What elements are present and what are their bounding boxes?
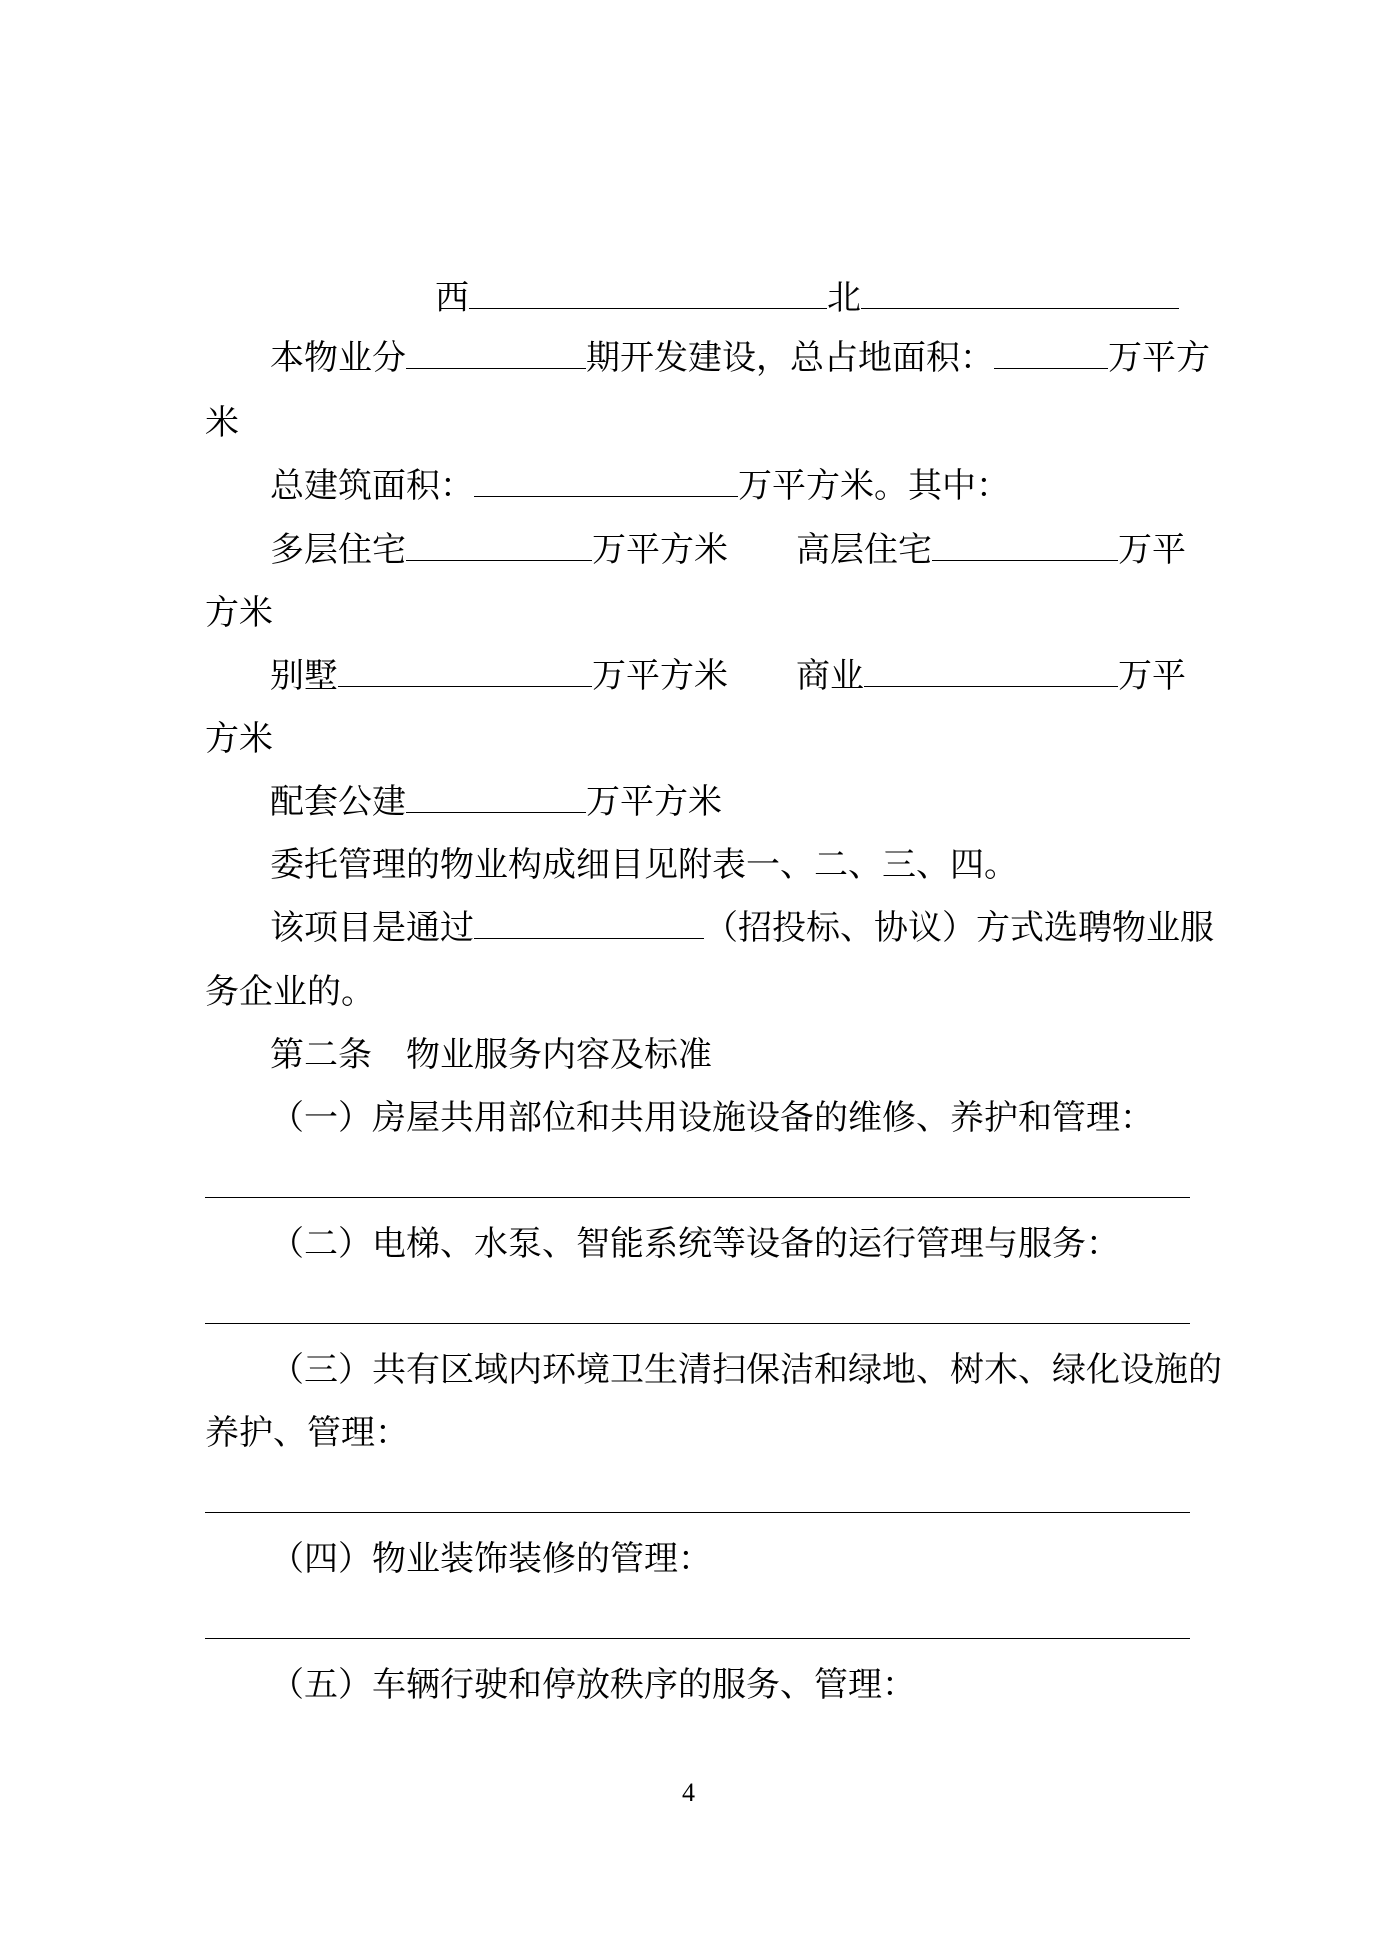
item-one-text: （一）房屋共用部位和共用设施设备的维修、养护和管理： <box>270 1098 1154 1138</box>
villa-commercial-line <box>270 656 1186 696</box>
schedule-reference-text: 委托管理的物业构成细目见附表一、二、三、四。 <box>270 845 1018 885</box>
total-area-blank[interactable] <box>474 492 738 497</box>
wrap-label: 方米 <box>205 719 273 759</box>
total-building-area-line <box>270 466 1010 506</box>
development-label: 本物业分 <box>270 338 406 378</box>
land-area-label: 期开发建设，总占地面积： <box>586 338 994 378</box>
villa-unit: 万平方米 <box>592 656 728 696</box>
item-two-answer-line[interactable] <box>205 1323 1190 1324</box>
item-five-text: （五）车辆行驶和停放秩序的服务、管理： <box>270 1665 916 1705</box>
west-blank[interactable] <box>469 304 827 309</box>
high-rise-unit: 万平 <box>1118 530 1186 570</box>
villa-label: 别墅 <box>270 656 338 696</box>
boundary-west-north-line <box>435 278 1179 318</box>
phase-blank[interactable] <box>406 364 586 369</box>
item-one-answer-line[interactable] <box>205 1197 1190 1198</box>
article-title: 物业服务内容及标准 <box>406 1035 712 1075</box>
article-number: 第二条 <box>270 1035 372 1075</box>
wrap-text <box>205 972 375 1012</box>
residential-area-line <box>270 530 1186 570</box>
item-four-answer-line[interactable] <box>205 1638 1190 1639</box>
selection-method-blank[interactable] <box>474 934 704 939</box>
public-facilities-label: 配套公建 <box>270 782 406 822</box>
public-facilities-blank[interactable] <box>406 808 586 813</box>
multi-storey-unit: 万平方米 <box>592 530 728 570</box>
villa-blank[interactable] <box>338 682 592 687</box>
wrap-label: 务企业的。 <box>205 972 375 1012</box>
item-three-answer-line[interactable] <box>205 1512 1190 1513</box>
total-area-unit: 万平方米。其中： <box>738 466 1010 506</box>
article-two-heading <box>270 1035 712 1075</box>
commercial-blank[interactable] <box>864 682 1118 687</box>
commercial-unit: 万平 <box>1118 656 1186 696</box>
item-three-text: （三）共有区域内环境卫生清扫保洁和绿地、树木、绿化设施的 <box>270 1350 1222 1390</box>
item-five-heading <box>270 1665 916 1705</box>
wrap-label: 米 <box>205 403 239 443</box>
item-four-text: （四）物业装饰装修的管理： <box>270 1539 712 1579</box>
item-four-heading <box>270 1539 712 1579</box>
wrap-text <box>205 593 273 633</box>
multi-storey-blank[interactable] <box>406 556 592 561</box>
total-area-label: 总建筑面积： <box>270 466 474 506</box>
public-facilities-unit: 万平方米 <box>586 782 722 822</box>
high-rise-blank[interactable] <box>932 556 1118 561</box>
high-rise-label: 高层住宅 <box>796 530 932 570</box>
page-number: 4 <box>682 1778 695 1807</box>
item-two-heading <box>270 1224 1120 1264</box>
item-three-heading <box>270 1350 1222 1390</box>
item-one-heading <box>270 1098 1154 1138</box>
item-two-text: （二）电梯、水泵、智能系统等设备的运行管理与服务： <box>270 1224 1120 1264</box>
west-label: 西 <box>435 278 469 318</box>
schedule-reference-line <box>270 845 1018 885</box>
public-facilities-line <box>270 782 722 822</box>
wrap-text <box>205 403 239 443</box>
selection-method-text: （招投标、协议）方式选聘物业服 <box>704 908 1214 948</box>
north-label: 北 <box>827 278 861 318</box>
development-phase-line <box>270 338 1210 378</box>
multi-storey-label: 多层住宅 <box>270 530 406 570</box>
wrap-label: 养护、管理： <box>205 1413 409 1453</box>
selection-method-line <box>270 908 1214 948</box>
wrap-text <box>205 1413 409 1453</box>
north-blank[interactable] <box>861 304 1179 309</box>
wrap-label: 方米 <box>205 593 273 633</box>
land-area-blank[interactable] <box>994 364 1108 369</box>
unit-label: 万平方 <box>1108 338 1210 378</box>
selection-method-label: 该项目是通过 <box>270 908 474 948</box>
wrap-text <box>205 719 273 759</box>
commercial-label: 商业 <box>796 656 864 696</box>
